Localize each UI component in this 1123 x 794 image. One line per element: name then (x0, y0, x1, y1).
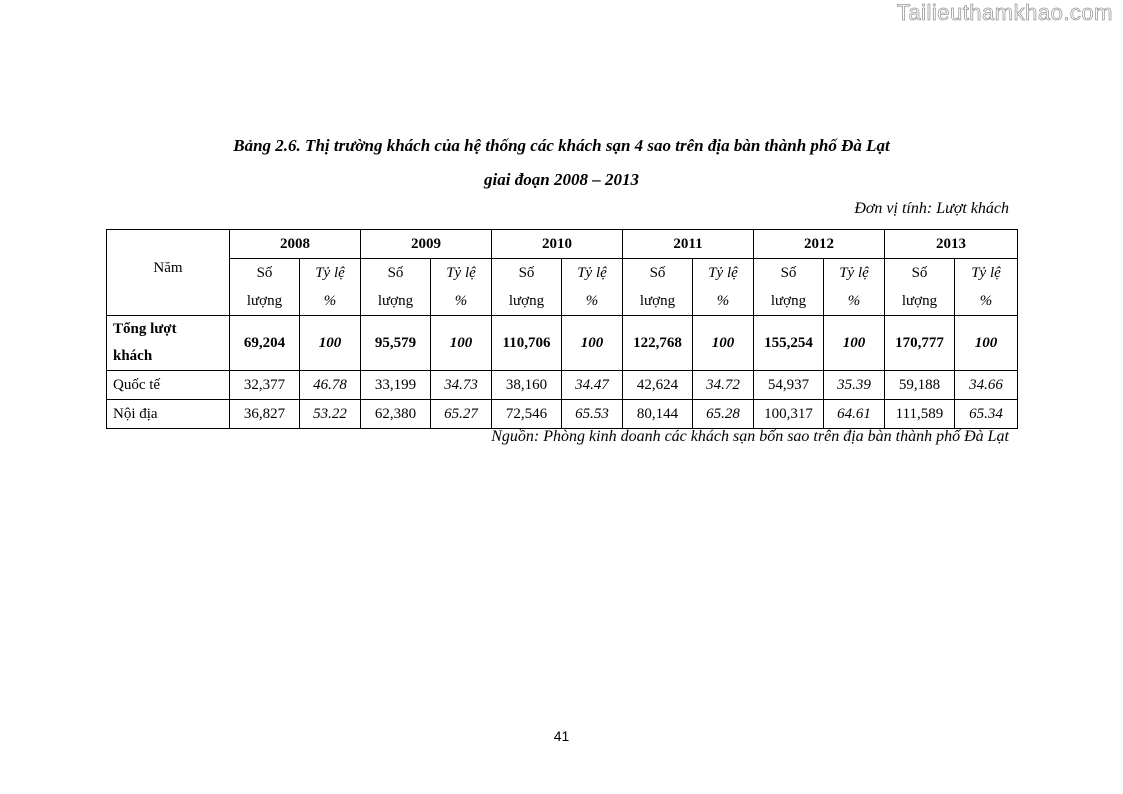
qty-header-line2: lượng (885, 287, 955, 316)
cell-qty: 110,706 (492, 316, 562, 371)
year-header: 2012 (754, 230, 885, 259)
subheader-row (107, 259, 1018, 288)
corner-label: Năm (153, 260, 183, 276)
pct-header: Tỷ lệ (824, 259, 885, 288)
qty-header: Số (492, 259, 562, 288)
cell-pct: 34.73 (431, 371, 492, 400)
cell-qty: 122,768 (623, 316, 693, 371)
unit-note: Đơn vị tính: Lượt khách (854, 200, 1009, 217)
table-row-domestic (107, 400, 1018, 429)
pct-header-line2: % (431, 287, 492, 316)
cell-qty: 170,777 (885, 316, 955, 371)
table-row-international (107, 371, 1018, 400)
corner-cell (107, 230, 230, 316)
cell-pct: 46.78 (300, 371, 361, 400)
row-label-line1: Tổng lượt (113, 321, 177, 337)
cell-qty: 32,377 (230, 371, 300, 400)
pct-header: Tỷ lệ (955, 259, 1018, 288)
cell-pct: 53.22 (300, 400, 361, 429)
cell-qty: 38,160 (492, 371, 562, 400)
cell-qty: 100,317 (754, 400, 824, 429)
cell-qty: 72,546 (492, 400, 562, 429)
cell-pct: 65.34 (955, 400, 1018, 429)
qty-header: Số (230, 259, 300, 288)
cell-pct: 35.39 (824, 371, 885, 400)
pct-header: Tỷ lệ (300, 259, 361, 288)
cell-qty: 95,579 (361, 316, 431, 371)
qty-header: Số (885, 259, 955, 288)
cell-qty: 59,188 (885, 371, 955, 400)
pct-header: Tỷ lệ (562, 259, 623, 288)
qty-header-line2: lượng (754, 287, 824, 316)
cell-qty: 42,624 (623, 371, 693, 400)
table-title: Bảng 2.6. Thị trường khách của hệ thống các khách sạn 4 sao trên địa bàn thành phố Đà Lạt (233, 136, 890, 155)
cell-qty: 69,204 (230, 316, 300, 371)
table-title-period: giai đoạn 2008 – 2013 (484, 170, 639, 189)
pct-header-line2: % (824, 287, 885, 316)
cell-qty: 111,589 (885, 400, 955, 429)
year-header: 2011 (623, 230, 754, 259)
cell-pct: 34.47 (562, 371, 623, 400)
cell-qty: 36,827 (230, 400, 300, 429)
qty-header-line2: lượng (230, 287, 300, 316)
qty-header: Số (361, 259, 431, 288)
page-number: 41 (553, 728, 570, 744)
pct-header: Tỷ lệ (431, 259, 492, 288)
cell-pct: 65.28 (693, 400, 754, 429)
cell-pct: 65.27 (431, 400, 492, 429)
pct-header-line2: % (562, 287, 623, 316)
year-header: 2013 (885, 230, 1018, 259)
qty-header-line2: lượng (623, 287, 693, 316)
pct-header-line2: % (300, 287, 361, 316)
cell-pct: 100 (431, 316, 492, 371)
year-header: 2010 (492, 230, 623, 259)
year-header: 2008 (230, 230, 361, 259)
guest-market-table (106, 229, 1018, 429)
cell-pct: 34.72 (693, 371, 754, 400)
cell-pct: 64.61 (824, 400, 885, 429)
cell-pct: 100 (562, 316, 623, 371)
pct-header-line2: % (693, 287, 754, 316)
cell-pct: 34.66 (955, 371, 1018, 400)
row-label-line2: khách (113, 348, 153, 364)
cell-qty: 54,937 (754, 371, 824, 400)
cell-pct: 100 (693, 316, 754, 371)
source-note: Nguồn: Phòng kinh doanh các khách sạn bốn sao trên địa bàn thành phố Đà Lạt (491, 428, 1009, 445)
qty-header-line2: lượng (492, 287, 562, 316)
cell-qty: 62,380 (361, 400, 431, 429)
subheader-row-2 (107, 287, 1018, 316)
year-header-row (107, 230, 1018, 259)
watermark-text: Tailieuthamkhao.com (896, 0, 1113, 25)
cell-pct: 65.53 (562, 400, 623, 429)
pct-header: Tỷ lệ (693, 259, 754, 288)
pct-header-line2: % (955, 287, 1018, 316)
row-label (107, 316, 230, 371)
table-row-total (107, 316, 1018, 371)
cell-qty: 155,254 (754, 316, 824, 371)
cell-qty: 33,199 (361, 371, 431, 400)
qty-header-line2: lượng (361, 287, 431, 316)
year-header: 2009 (361, 230, 492, 259)
row-label: Quốc tế (107, 371, 230, 400)
cell-qty: 80,144 (623, 400, 693, 429)
cell-pct: 100 (300, 316, 361, 371)
row-label: Nội địa (107, 400, 230, 429)
qty-header: Số (754, 259, 824, 288)
cell-pct: 100 (955, 316, 1018, 371)
qty-header: Số (623, 259, 693, 288)
cell-pct: 100 (824, 316, 885, 371)
